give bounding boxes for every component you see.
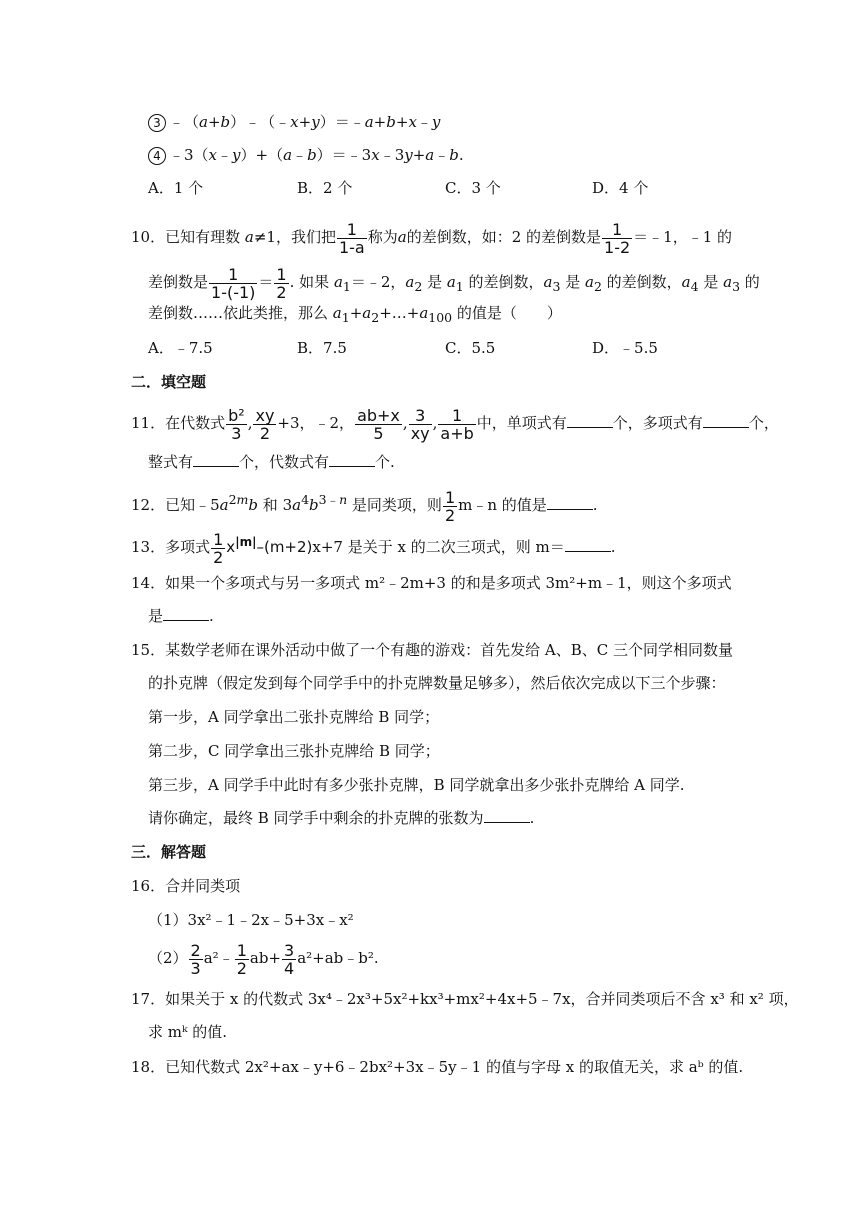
answer-blank[interactable] [163,606,209,621]
answer-blank[interactable] [703,413,749,428]
fraction: $\frac{1}{2}$ [213,529,224,567]
q15-ask: 请你确定，最终 B 同学手中剩余的扑克牌的张数为 . [148,809,535,827]
q9-option-b: B．2 个 [297,179,353,197]
circled-number-4: 4 [148,147,166,165]
fraction: $\frac{1}{1-2}$ [604,219,631,257]
q16-part-2: （2） $\frac{2}{3}$ a²﹣ $\frac{1}{2}$ ab+ $\frac{3}{4}$ a²+ab﹣b². [148,940,379,978]
q10-option-c: C．5.5 [445,339,496,357]
fraction: $\frac{ab+x}{5}$ [357,405,400,443]
q14-line-1: 14．如果一个多项式与另一多项式 m²﹣2m+3 的和是多项式 3m²+m﹣1，则这个多项式 [131,574,732,592]
q10-line-1: 10．已知有理数 a≠1，我们把 $\frac{1}{1-a}$ 称为a的差倒数，如：2 的差倒数是 $\frac{1}{1-2}$ ＝﹣1，﹣1 的 [131,219,733,257]
fraction: $\frac{\text{b²}}{3}$ [228,405,245,443]
fraction: $\frac{1}{1-(-1)}$ [211,264,256,302]
q15-step-1: 第一步，A 同学拿出二张扑克牌给 B 同学； [148,708,440,726]
q15-step-2: 第二步，C 同学拿出三张扑克牌给 B 同学； [148,742,440,760]
q18-line: 18．已知代数式 2x²+ax﹣y+6﹣2bx²+3x﹣5y﹣1 的值与字母 x 的取值无关，求 aᵇ 的值. [131,1058,744,1076]
q9-option-c: C．3 个 [445,179,501,197]
q10-option-b: B．7.5 [297,339,347,357]
q16-title: 16．合并同类项 [131,877,241,895]
fraction: $\frac{xy}{2}$ [255,405,275,443]
q15-line-2: 的扑克牌（假定发到每个同学手中的扑克牌数量足够多），然后依次完成以下三个步骤： [148,674,726,692]
q10-line-2: 差倒数是 $\frac{1}{1-(-1)}$ ＝ $\frac{1}{2}$ . 如果 $a_1=﹣2$，$a_2$ 是 $a_1$ 的差倒数，$a_3$ 是 $a_2$ 的差倒数，$a_4$ 是 $a_3$ 的 [148,264,760,302]
answer-blank[interactable] [547,495,593,510]
q11-line-2: 整式有 个，代数式有 个. [148,453,395,471]
q12-line: 12．已知$﹣5a^{2m}b$ 和 $3a^4b^{3﹣n}$ 是同类项，则 $\frac{1}{2}$ m﹣n 的值是 . [131,487,598,525]
fraction: $\frac{1}{1-a}$ [338,219,365,257]
q13-line: 13．多项式 $\frac{1}{2}$ $x^{|m|}-(m+2)x+7$ 是关于 x 的二次三项式，则 m＝ . [131,529,616,567]
fraction: $\frac{2}{3}$ [190,940,201,978]
q9-option-a: A．1 个 [148,179,204,197]
answer-blank[interactable] [567,413,613,428]
fraction: $\frac{1}{a+b}$ [440,405,474,443]
q9-option-d: D．4 个 [592,179,649,197]
q10-option-d: D．﹣5.5 [592,339,658,357]
answer-blank[interactable] [193,452,239,467]
fraction: $\frac{1}{2}$ [444,487,456,525]
q15-step-3: 第三步，A 同学手中此时有多少张扑克牌，B 同学就拿出多少张扑克牌给 A 同学. [148,776,685,794]
q9-item-4: 4 ﹣3（x﹣y）+（a﹣b）＝﹣3x﹣3y+a﹣b. [148,145,464,165]
q11-line-1: 11．在代数式 $\frac{\text{b²}}{3}$ , $\frac{xy}{2}$ +3，﹣2， $\frac{ab+x}{5}$ , $\frac{3}{xy}$ , $\frac{1}{a+b}$ 中，单项式有 个，多项式有 个， [131,405,779,443]
q16-part-1: （1）3x²﹣1﹣2x﹣5+3x﹣x² [148,911,354,929]
section-title-solve: 三．解答题 [131,843,207,861]
q14-line-2: 是 . [148,607,214,625]
fraction: $\frac{3}{4}$ [284,940,295,978]
section-title-fill-in: 二．填空题 [131,373,207,391]
q17-line-1: 17．如果关于 x 的代数式 3x⁴﹣2x³+5x²+kx³+mx²+4x+5﹣7x，合并同类项后不含 x³ 和 x² 项， [131,990,799,1008]
fraction: $\frac{3}{xy}$ [410,405,430,443]
fraction: $\frac{1}{2}$ [276,264,287,302]
answer-blank[interactable] [329,452,375,467]
answer-blank[interactable] [565,537,611,552]
q15-line-1: 15．某数学老师在课外活动中做了一个有趣的游戏：首先发给 A、B、C 三个同学相同数量 [131,641,733,659]
circled-number-3: 3 [148,114,166,132]
q10-option-a: A．﹣7.5 [148,339,213,357]
answer-blank[interactable] [484,808,530,823]
q10-line-3: 差倒数……依此类推，那么 $a_1+a_2+\dots+a_{100}$ 的值是（ ） [148,304,562,325]
fraction: $\frac{1}{2}$ [236,940,247,978]
q9-item-3: 3 ﹣（a+b）﹣（﹣x+y）＝﹣a+b+x﹣y [148,112,440,132]
q17-line-2: 求 mᵏ 的值. [148,1023,227,1041]
